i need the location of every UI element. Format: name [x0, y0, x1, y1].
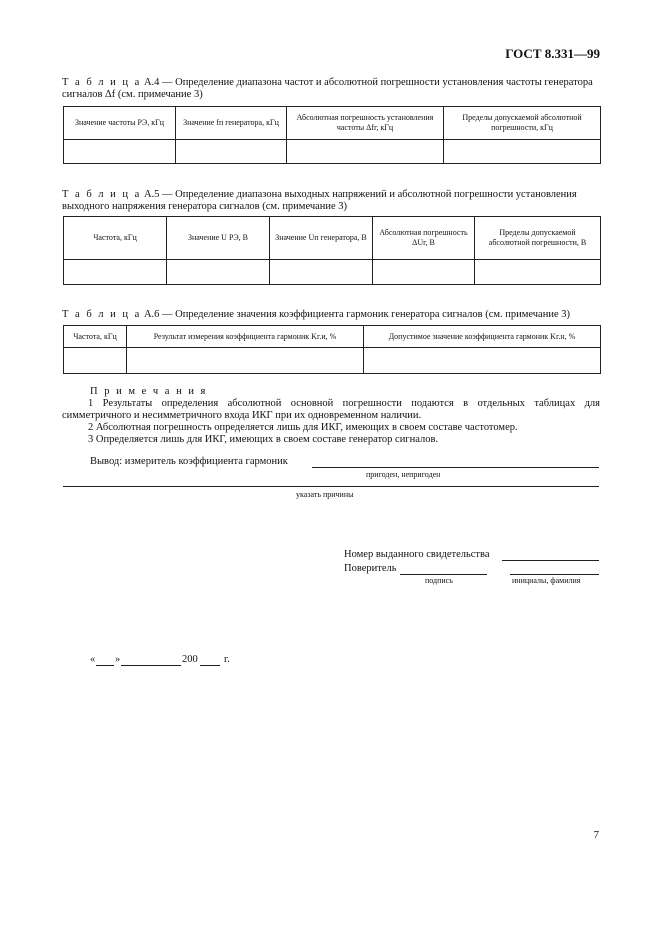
conclusion-fill-line[interactable]: [312, 467, 599, 468]
table-cell[interactable]: [373, 260, 475, 285]
table-a5-col-generator-u: Значение Uп генератора, В: [270, 217, 373, 260]
table-cell[interactable]: [444, 140, 601, 164]
notes-title: П р и м е ч а н и я: [90, 386, 208, 397]
note-2: 2 Абсолютная погрешность определяется лишь для ИКГ, имеющих в своем составе частотомер.: [88, 422, 518, 433]
table-a4-caption: [62, 77, 602, 101]
table-a5-header-row: [64, 217, 601, 260]
table-a4-col-generator-value: Значение fп генератора, кГц: [176, 107, 287, 140]
table-a6: [63, 325, 601, 374]
table-a6-col-allowed-harmonics: Допустимое значение коэффициента гармоник Kг.н, %: [364, 326, 601, 348]
table-cell[interactable]: [167, 260, 270, 285]
table-a5-caption: [62, 189, 602, 213]
table-a5: [63, 216, 601, 285]
table-a5-col-frequency: Частота, кГц: [64, 217, 167, 260]
note-1: 1 Результаты определения абсолютной основной погрешности подаются в отдельных таблицах для симметричного и несимметричного входа ИКГ при их одновременном наличии.: [62, 398, 600, 421]
table-row: [64, 260, 601, 285]
notes-section: [62, 386, 600, 446]
certificate-number-label: Номер выданного свидетельства: [344, 549, 490, 560]
conclusion-reasons-line[interactable]: [63, 486, 599, 487]
table-row: [64, 348, 601, 374]
date-line: [90, 654, 250, 668]
signature-hint: подпись: [425, 576, 453, 585]
table-a4-col-absolute-error: Абсолютная погрешность установления частоты Δfг, кГц: [287, 107, 444, 140]
table-cell[interactable]: [64, 348, 127, 374]
table-cell[interactable]: [64, 140, 176, 164]
date-month-line[interactable]: [121, 665, 181, 666]
table-row: [64, 140, 601, 164]
table-a4: [63, 106, 601, 164]
table-cell[interactable]: [64, 260, 167, 285]
conclusion-hint-fit: пригоден, непригоден: [366, 470, 441, 479]
conclusion-hint-reasons: указать причины: [296, 490, 354, 499]
table-cell[interactable]: [364, 348, 601, 374]
table-cell[interactable]: [287, 140, 444, 164]
initials-hint: инициалы, фамилия: [512, 576, 581, 585]
date-open-quote: «: [90, 654, 96, 665]
table-a6-col-frequency: Частота, кГц: [64, 326, 127, 348]
page-number: 7: [593, 829, 599, 841]
table-a6-col-measured-harmonics: Результат измерения коэффициента гармоник Kг.и, %: [127, 326, 364, 348]
table-a5-col-u-value: Значение U РЭ, В: [167, 217, 270, 260]
note-3: 3 Определяется лишь для ИКГ, имеющих в своем составе генератор сигналов.: [88, 434, 439, 445]
signature-line[interactable]: [400, 574, 487, 575]
table-a5-caption-label: Т а б л и ц а: [62, 189, 142, 200]
table-a6-caption-text: А.6 — Определение значения коэффициента гармоник генератора сигналов (см. примечание 3): [143, 309, 570, 320]
initials-line[interactable]: [510, 574, 599, 575]
table-a6-header-row: [64, 326, 601, 348]
table-a4-header-row: [64, 107, 601, 140]
table-cell[interactable]: [127, 348, 364, 374]
document-number: ГОСТ 8.331—99: [505, 46, 600, 61]
table-a6-caption: [62, 309, 602, 321]
date-year-suffix: г.: [224, 654, 230, 665]
table-a4-col-frequency: Значение частоты РЭ, кГц: [64, 107, 176, 140]
table-a5-caption-text: А.5 — Определение диапазона выходных напряжений и абсолютной погрешности установления выходного напряжения генератора сигналов (см. примечание 3): [62, 189, 577, 212]
table-a5-col-error-limits: Пределы допускаемой абсолютной погрешности, В: [475, 217, 601, 260]
table-a6-caption-label: Т а б л и ц а: [62, 309, 142, 320]
table-a4-caption-text: А.4 — Определение диапазона частот и абсолютной погрешности установления частоты генератора сигналов Δf (см. примечание 3): [62, 77, 593, 100]
table-cell[interactable]: [475, 260, 601, 285]
conclusion-label: Вывод: измеритель коэффициента гармоник: [90, 456, 288, 467]
verifier-label: Поверитель: [344, 563, 397, 574]
date-year-line[interactable]: [200, 665, 220, 666]
certificate-number-line[interactable]: [502, 560, 599, 561]
table-a5-col-absolute-error: Абсолютная погрешность ΔUг, В: [373, 217, 475, 260]
table-a4-col-error-limits: Пределы допускаемой абсолютной погрешности, кГц: [444, 107, 601, 140]
date-close-quote: »: [115, 654, 121, 665]
date-year-prefix: 200: [182, 654, 198, 665]
table-cell[interactable]: [270, 260, 373, 285]
table-cell[interactable]: [176, 140, 287, 164]
date-day-line[interactable]: [96, 665, 114, 666]
table-a4-caption-label: Т а б л и ц а: [62, 77, 142, 88]
